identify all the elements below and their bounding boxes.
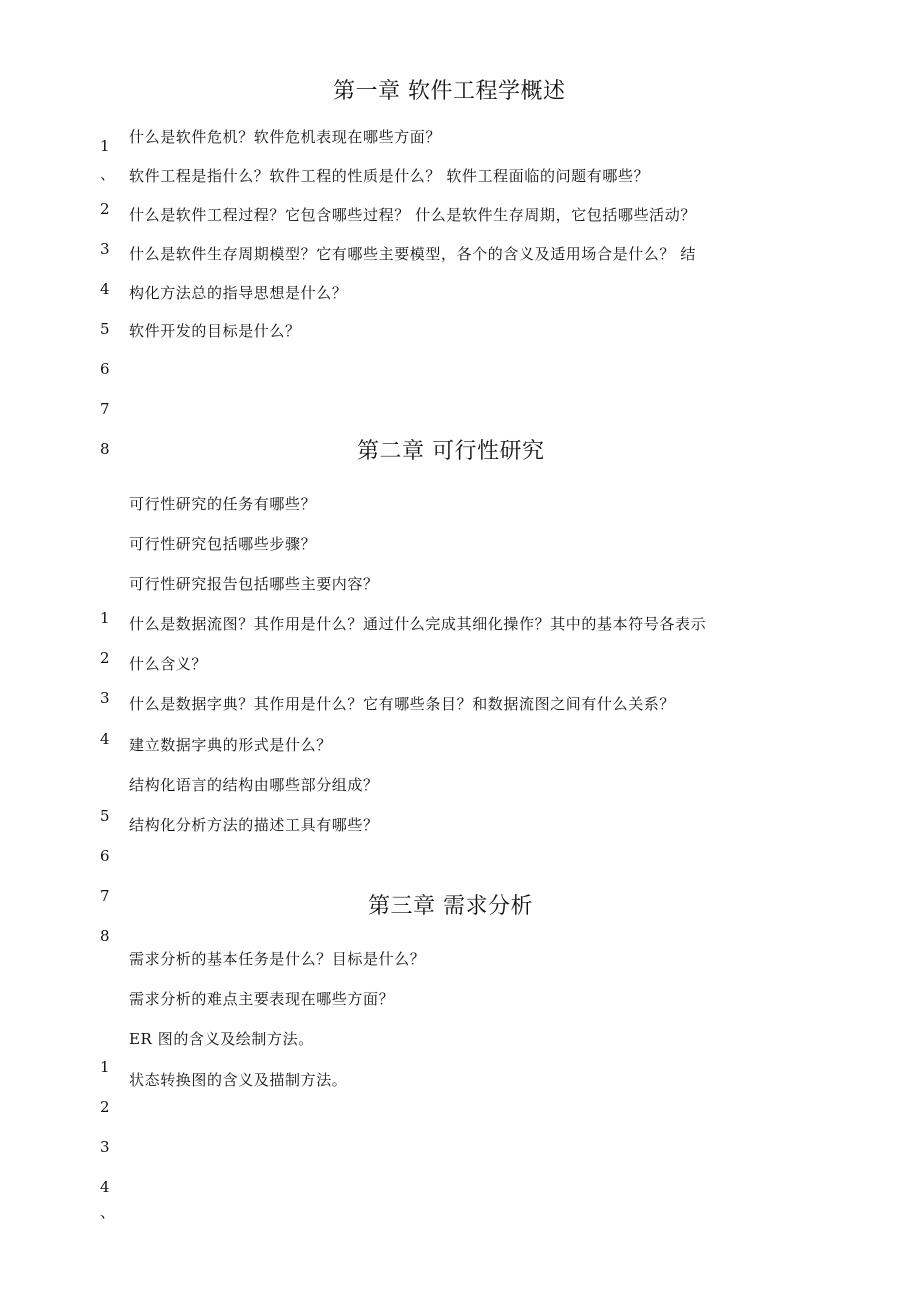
- chapter-1-line: 构化方法总的指导思想是什么？: [129, 284, 348, 302]
- chapter-2-line: 结构化分析方法的描述工具有哪些？: [129, 816, 379, 834]
- list-number: 8: [100, 440, 110, 458]
- list-number: 2: [100, 1098, 110, 1116]
- chapter-2-title: 第二章 可行性研究: [357, 439, 545, 464]
- list-number: 1: [100, 609, 110, 627]
- list-number: 5: [100, 807, 110, 825]
- list-number: 4: [100, 1178, 110, 1196]
- list-number: 8: [100, 927, 110, 945]
- chapter-1-line: 什么是软件生存周期模型？它有哪些主要模型，各个的含义及适用场合是什么？ 结: [129, 245, 696, 263]
- list-number: 、: [100, 165, 116, 183]
- list-number: 3: [100, 689, 110, 707]
- chapter-3-line: 需求分析的基本任务是什么？目标是什么？: [129, 950, 426, 968]
- chapter-1-line: 什么是软件工程过程？它包含哪些过程？ 什么是软件生存周期，它包括哪些活动？: [129, 206, 696, 224]
- list-number: 1: [100, 137, 110, 155]
- chapter-3-line: 需求分析的难点主要表现在哪些方面？: [129, 990, 395, 1008]
- chapter-2-line: 可行性研究包括哪些步骤？: [129, 535, 317, 553]
- chapter-2-line: 结构化语言的结构由哪些部分组成？: [129, 776, 379, 794]
- list-number: 2: [100, 649, 110, 667]
- chapter-1-line: 软件工程是指什么？软件工程的性质是什么？ 软件工程面临的问题有哪些？: [129, 167, 650, 185]
- chapter-3-title: 第三章 需求分析: [368, 894, 533, 919]
- chapter-2-line: 建立数据字典的形式是什么？: [129, 736, 332, 754]
- list-number: 7: [100, 887, 110, 905]
- chapter-2-line: 可行性研究报告包括哪些主要内容？: [129, 575, 379, 593]
- list-number: 1: [100, 1058, 110, 1076]
- list-number: 4: [100, 730, 110, 748]
- chapter-2-line: 什么含义？: [129, 655, 208, 673]
- chapter-1-line: 什么是软件危机？软件危机表现在哪些方面？: [129, 128, 442, 146]
- chapter-2-line: 什么是数据流图？其作用是什么？通过什么完成其细化操作？其中的基本符号各表示: [129, 615, 707, 633]
- list-number: 7: [100, 400, 110, 418]
- list-number: 、: [100, 1203, 116, 1221]
- list-number: 4: [100, 280, 110, 298]
- list-number: 5: [100, 320, 110, 338]
- list-number: 2: [100, 200, 110, 218]
- chapter-1-line: 软件开发的目标是什么？: [129, 322, 301, 340]
- chapter-3-line: 状态转换图的含义及描制方法。: [129, 1071, 348, 1089]
- list-number: 3: [100, 1138, 110, 1156]
- list-number: 6: [100, 847, 110, 865]
- chapter-3-line: ER 图的含义及绘制方法。: [129, 1030, 314, 1048]
- chapter-2-line: 什么是数据字典？其作用是什么？它有哪些条目？和数据流图之间有什么关系？: [129, 695, 676, 713]
- list-number: 6: [100, 360, 110, 378]
- chapter-2-line: 可行性研究的任务有哪些？: [129, 495, 317, 513]
- list-number: 3: [100, 240, 110, 258]
- chapter-1-title: 第一章 软件工程学概述: [333, 79, 566, 104]
